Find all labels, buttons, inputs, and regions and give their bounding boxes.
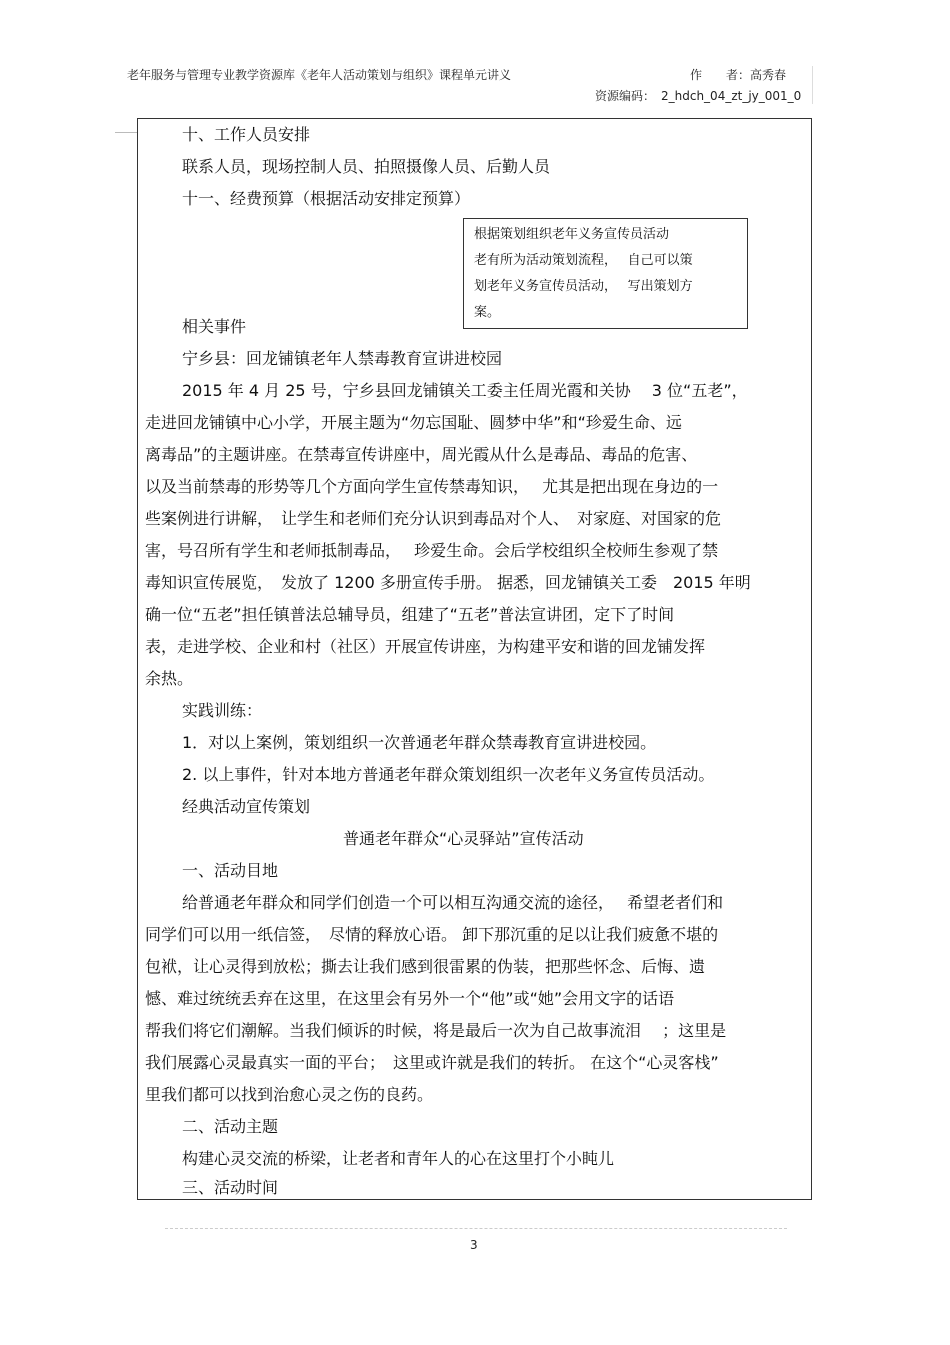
event-title: 宁乡县：回龙铺镇老年人禁毒教育宣讲进校园 xyxy=(182,349,503,368)
list-item: 1．对以上案例，策划组织一次普通老年群众禁毒教育宣讲进校园。 xyxy=(182,733,657,752)
paragraph-line: 给普通老年群众和同学们创造一个可以相互沟通交流的途径， 希望老者们和 xyxy=(182,893,724,912)
list-item: 2. 以上事件，针对本地方普通老年群众策划组织一次老年义务宣传员活动。 xyxy=(182,765,715,784)
section-heading: 一、活动目地 xyxy=(182,861,279,880)
paragraph-line: 毒知识宣传展览， 发放了 1200 多册宣传手册。 据悉，回龙铺镇关工委 2015 年明 xyxy=(145,573,751,592)
header-rule-right xyxy=(812,66,813,104)
paragraph-line: 里我们都可以找到治愈心灵之伤的良药。 xyxy=(145,1085,434,1104)
paragraph-line: 包袱，让心灵得到放松；撕去让我们感到很雷累的伪装，把那些怀念、后悔、遗 xyxy=(145,957,706,976)
paragraph-line: 表，走进学校、企业和村（社区）开展宣传讲座，为构建平安和谐的回龙铺发挥 xyxy=(145,637,706,656)
paragraph-line: 确一位“五老”担任镇普法总辅导员，组建了“五老”普法宣讲团，定下了时间 xyxy=(145,605,675,624)
section-heading: 十一、经费预算（根据活动安排定预算） xyxy=(182,189,471,208)
header-resource-code: 资源编码： 2_hdch_04_zt_jy_001_0 xyxy=(595,89,802,103)
paragraph-line: 我们展露心灵最真实一面的平台； 这里或许就是我们的转折。 在这个“心灵客栈” xyxy=(145,1053,719,1072)
paragraph-line: 2015 年 4 月 25 号，宁乡县回龙铺镇关工委主任周光霞和关协 3 位“五老”， xyxy=(182,381,748,400)
section-heading: 相关事件 xyxy=(182,317,247,336)
callout-line: 划老年义务宣传员活动， 写出策划方 xyxy=(474,279,693,294)
callout-box xyxy=(463,218,748,329)
callout-line: 根据策划组织老年义务宣传员活动 xyxy=(474,227,670,242)
paragraph-line: 些案例进行讲解， 让学生和老师们充分认识到毒品对个人、 对家庭、对国家的危 xyxy=(145,509,722,528)
section-heading: 经典活动宣传策划 xyxy=(182,797,311,816)
paragraph-line: 构建心灵交流的桥梁，让老者和青年人的心在这里打个小盹儿 xyxy=(182,1149,615,1168)
callout-line: 案。 xyxy=(474,305,501,320)
header-title: 老年服务与管理专业教学资源库《老年人活动策划与组织》课程单元讲义 xyxy=(127,68,512,82)
section-heading: 十、工作人员安排 xyxy=(182,125,311,144)
paragraph-line: 余热。 xyxy=(145,669,194,688)
paragraph-line: 离毒品”的主题讲座。在禁毒宣传讲座中，周光霞从什么是毒品、毒品的危害、 xyxy=(145,445,698,464)
paragraph-line: 帮我们将它们潮解。当我们倾诉的时候，将是最后一次为自己故事流泪 ；这里是 xyxy=(145,1021,727,1040)
header-rule xyxy=(115,132,137,133)
paragraph-line: 害，号召所有学生和老师抵制毒品， 珍爱生命。会后学校组织全校师生参观了禁 xyxy=(145,541,719,560)
page-number: 3 xyxy=(470,1238,478,1252)
callout-line: 老有所为活动策划流程， 自己可以策 xyxy=(474,253,693,268)
paragraph-line: 以及当前禁毒的形势等几个方面向学生宣传禁毒知识， 尤其是把出现在身边的一 xyxy=(145,477,719,496)
footer-rule xyxy=(165,1228,787,1229)
header-author: 作 者：高秀春 xyxy=(690,68,787,82)
section-heading: 实践训练： xyxy=(182,701,263,720)
paragraph-line: 联系人员，现场控制人员、拍照摄像人员、后勤人员 xyxy=(182,157,551,176)
paragraph-line: 走进回龙铺镇中心小学，开展主题为“勿忘国耻、圆梦中华”和“珍爱生命、远 xyxy=(145,413,682,432)
activity-title: 普通老年群众“心灵驿站”宣传活动 xyxy=(343,829,584,848)
paragraph-line: 憾、难过统统丢弃在这里，在这里会有另外一个“他”或“她”会用文字的话语 xyxy=(145,989,675,1008)
section-heading: 二、活动主题 xyxy=(182,1117,279,1136)
section-heading: 三、活动时间 xyxy=(182,1178,279,1197)
paragraph-line: 同学们可以用一纸信签， 尽情的释放心语。 卸下那沉重的足以让我们疲惫不堪的 xyxy=(145,925,719,944)
